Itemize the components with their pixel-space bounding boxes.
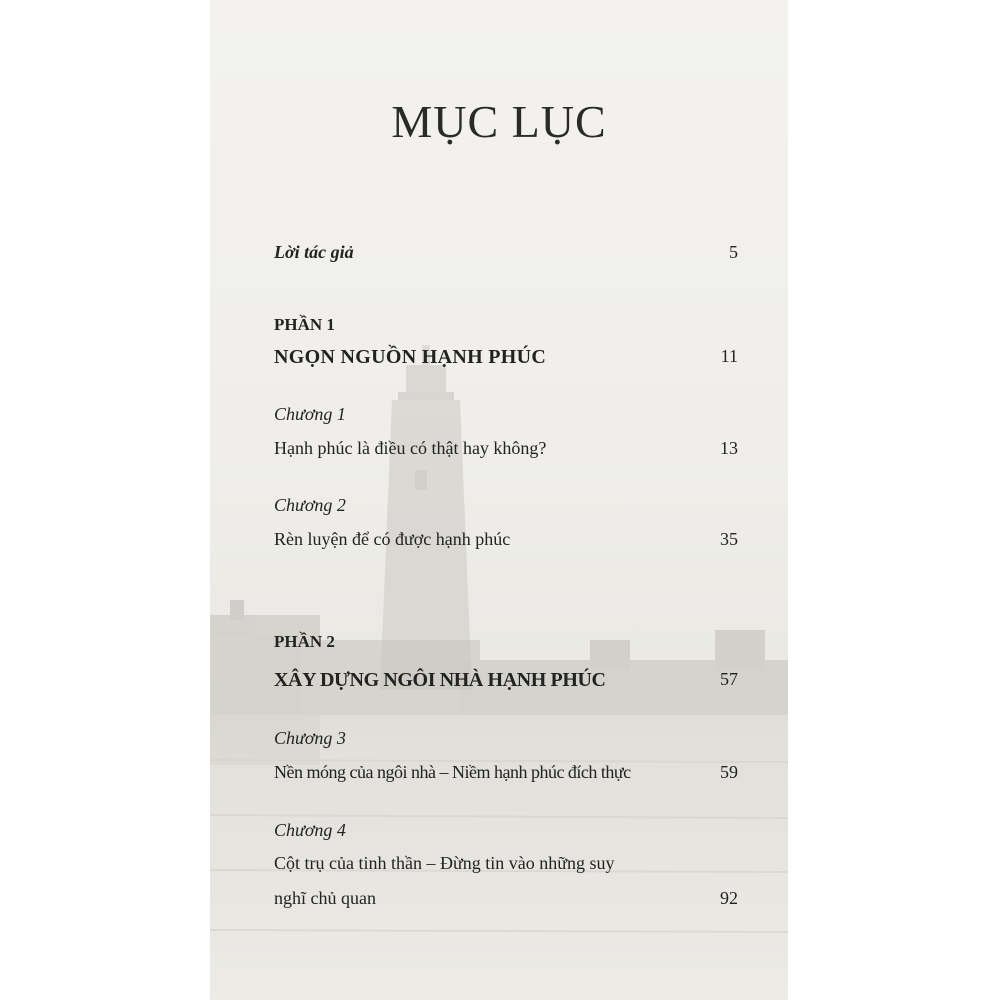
part-2-label: PHẦN 2	[274, 632, 335, 651]
chapter-4-heading	[274, 820, 738, 844]
chapter-1-page: 13	[720, 438, 738, 458]
part-2-heading	[274, 632, 738, 656]
preface-label: Lời tác giả	[274, 242, 354, 262]
chapter-3-page: 59	[720, 762, 738, 782]
chapter-2-title: Rèn luyện để có được hạnh phúc	[274, 529, 511, 549]
part-1-label: PHẦN 1	[274, 315, 335, 334]
chapter-1-title: Hạnh phúc là điều có thật hay không?	[274, 438, 547, 458]
chapter-4-title-line-2: nghĩ chủ quan	[274, 888, 376, 908]
part-2-page: 57	[720, 669, 738, 689]
part-2-title: XÂY DỰNG NGÔI NHÀ HẠNH PHÚC	[274, 669, 606, 691]
chapter-4-page: 92	[720, 888, 738, 908]
chapter-4-title-line-1: Cột trụ của tinh thần – Đừng tin vào những suy	[274, 853, 615, 873]
toc-entry-chapter-1[interactable]	[274, 438, 738, 464]
chapter-3-title: Nền móng của ngôi nhà – Niềm hạnh phúc đích thực	[274, 762, 631, 782]
part-1-heading	[274, 315, 738, 339]
chapter-2-page: 35	[720, 529, 738, 549]
chapter-3-heading	[274, 728, 738, 752]
toc-entry-chapter-3[interactable]	[274, 762, 738, 788]
page-title: MỤC LỤC	[391, 96, 607, 147]
chapter-4-label: Chương 4	[274, 820, 346, 840]
part-1-title: NGỌN NGUỒN HẠNH PHÚC	[274, 346, 547, 368]
chapter-2-label: Chương 2	[274, 495, 346, 515]
chapter-3-label: Chương 3	[274, 728, 346, 748]
chapter-2-heading	[274, 495, 738, 519]
book-page	[210, 0, 788, 1000]
toc-entry-preface[interactable]	[274, 242, 738, 268]
toc-entry-part-2[interactable]	[274, 669, 738, 697]
preface-page: 5	[729, 242, 738, 262]
chapter-1-label: Chương 1	[274, 404, 346, 424]
toc-entry-chapter-2[interactable]	[274, 529, 738, 555]
toc-entry-part-1[interactable]	[274, 346, 738, 374]
part-1-page: 11	[720, 346, 738, 366]
chapter-1-heading	[274, 404, 738, 428]
toc-entry-chapter-4[interactable]	[274, 853, 738, 913]
